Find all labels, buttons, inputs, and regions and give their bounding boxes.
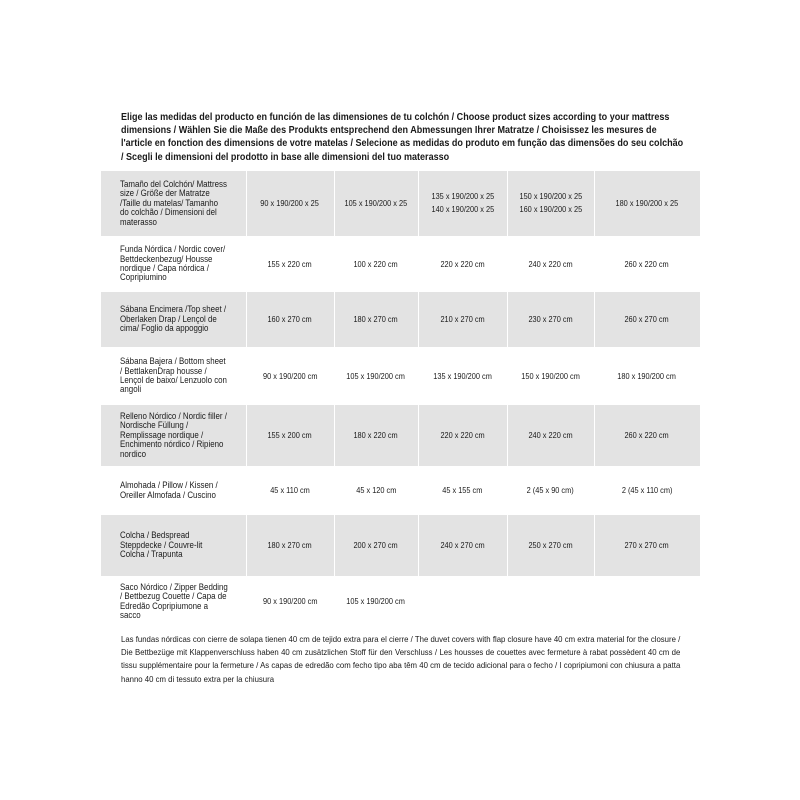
- column-header: 135 x 190/200 x 25 140 x 190/200 x 25: [418, 171, 507, 236]
- table-cell: 160 x 270 cm: [246, 292, 334, 347]
- footnote-text: Las fundas nórdicas con cierre de solapa tienen 40 cm de tejido extra para el cierre / The duvet covers with flap closure have 40 cm extra material for the closure / Die Bettbezüge mit Klappenverschluss haben 40 cm zusätzlichen Stoff für den Verschluss / Les housses de couettes avec fermeture à rabat possèdent 40 cm de tissu supplémentaire pour la fermeture / As capas de edredão com fecho tipo aba têm 40 cm de tecido adicional para o fecho / I copripiumoni con chiusura a patta hanno 40 cm di tessuto extra per la chiusura: [121, 634, 681, 684]
- table-cell: 100 x 220 cm: [334, 236, 418, 292]
- table-cell: 200 x 270 cm: [334, 515, 418, 576]
- table-cell: 240 x 270 cm: [418, 515, 507, 576]
- table-cell: 135 x 190/200 cm: [418, 347, 507, 405]
- table-cell: 155 x 200 cm: [246, 405, 334, 466]
- row-label: Sábana Encimera /Top sheet / Oberlaken Drap / Lençol de cima/ Foglio da appoggio: [101, 292, 246, 347]
- intro-text: Elige las medidas del producto en función de las dimensiones de tu colchón / Choose product sizes according to your mattress dimensions / Wählen Sie die Maße des Produkts entsprechend den Abmessungen Ihrer Matratze / Choisissez les mesures de l'article en fonction des dimensions de votre matelas / Selecione as medidas do produto em função das dimensões do seu colchão / Scegli le dimensioni del prodotto in base alle dimensioni del tuo materasso: [121, 111, 684, 163]
- table-cell: 210 x 270 cm: [418, 292, 507, 347]
- table-row: [101, 515, 700, 576]
- table-cell: 220 x 220 cm: [418, 236, 507, 292]
- table-cell: 250 x 270 cm: [507, 515, 594, 576]
- row-label: Colcha / Bedspread Steppdecke / Couvre-lit Colcha / Trapunta: [101, 515, 246, 576]
- size-table: [101, 171, 701, 627]
- table-cell: 150 x 190/200 cm: [507, 347, 594, 405]
- column-header: 105 x 190/200 x 25: [334, 171, 418, 236]
- table-row: [101, 236, 700, 292]
- table-cell: 270 x 270 cm: [594, 515, 700, 576]
- row-label: Relleno Nórdico / Nordic filler / Nordische Füllung / Remplissage nordique / Enchimento nórdico / Ripieno nordico: [101, 405, 246, 466]
- column-header: 180 x 190/200 x 25: [594, 171, 700, 236]
- table-cell: 2 (45 x 90 cm): [507, 466, 594, 515]
- table-cell: 220 x 220 cm: [418, 405, 507, 466]
- row-label: Almohada / Pillow / Kissen / Oreiller Almofada / Cuscino: [101, 466, 246, 515]
- table-cell: 90 x 190/200 cm: [246, 576, 334, 627]
- table-cell: 2 (45 x 110 cm): [594, 466, 700, 515]
- table-cell: 45 x 155 cm: [418, 466, 507, 515]
- table-cell: 180 x 190/200 cm: [594, 347, 700, 405]
- table-cell: 105 x 190/200 cm: [334, 576, 418, 627]
- table-cell: 180 x 270 cm: [246, 515, 334, 576]
- row-label: Sábana Bajera / Bottom sheet / BettlakenDrap housse / Lençol de baixo/ Lenzuolo con angoli: [101, 347, 246, 405]
- table-cell: 45 x 110 cm: [246, 466, 334, 515]
- table-cell: 45 x 120 cm: [334, 466, 418, 515]
- table-row: [101, 405, 700, 466]
- table-row: [101, 292, 700, 347]
- table-cell: 90 x 190/200 cm: [246, 347, 334, 405]
- table-cell: 155 x 220 cm: [246, 236, 334, 292]
- table-row: [101, 347, 700, 405]
- table-cell: 260 x 270 cm: [594, 292, 700, 347]
- table-header-row: [101, 171, 700, 236]
- table-cell: [418, 576, 507, 627]
- table-cell: 180 x 270 cm: [334, 292, 418, 347]
- row-label: Funda Nórdica / Nordic cover/ Bettdeckenbezug/ Housse nordique / Capa nórdica / Copripiumino: [101, 236, 246, 292]
- table-cell: 105 x 190/200 cm: [334, 347, 418, 405]
- table-row: [101, 466, 700, 515]
- column-header: 150 x 190/200 x 25 160 x 190/200 x 25: [507, 171, 594, 236]
- table-cell: [594, 576, 700, 627]
- table-cell: 240 x 220 cm: [507, 405, 594, 466]
- table-cell: [507, 576, 594, 627]
- table-cell: 260 x 220 cm: [594, 236, 700, 292]
- mattress-size-header: Tamaño del Colchón/ Mattress size / Größe der Matratze /Taille du matelas/ Tamanho do colchão / Dimensioni del materasso: [101, 171, 246, 236]
- row-label: Saco Nórdico / Zipper Bedding / Bettbezug Couette / Capa de Edredão Copripiumone a sacco: [101, 576, 246, 627]
- table-cell: 240 x 220 cm: [507, 236, 594, 292]
- column-header: 90 x 190/200 x 25: [246, 171, 334, 236]
- table-cell: 180 x 220 cm: [334, 405, 418, 466]
- table-row: [101, 576, 700, 627]
- table-cell: 230 x 270 cm: [507, 292, 594, 347]
- table-cell: 260 x 220 cm: [594, 405, 700, 466]
